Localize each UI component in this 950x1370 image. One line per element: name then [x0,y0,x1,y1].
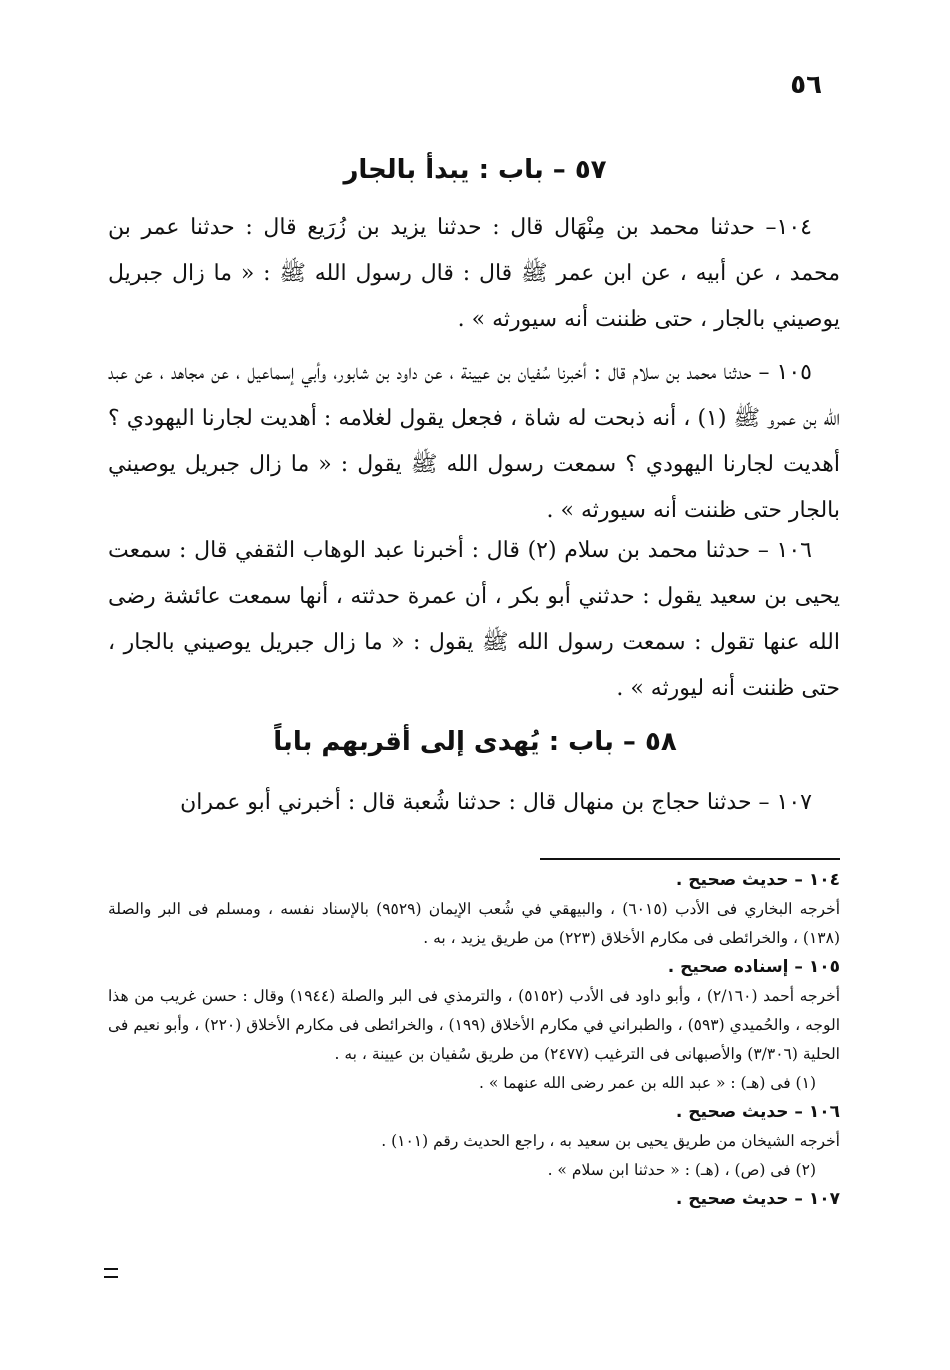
footnotes-section [108,866,840,1214]
page-edge-mark [104,1268,118,1278]
footnote-104-grade: ١٠٤ – حديث صحيح . [675,870,840,890]
chapter-heading-58: ٥٨ – باب : يُهدى إلى أقربهم باباً [273,727,677,757]
footnote-note-1: (١) فى (هـ) : « عبد الله بن عمر رضى الله عنهما » . [479,1074,816,1092]
footnote-note-2: (٢) فى (ص) ، (هـ) : « حدثنا ابن سلام » . [547,1161,816,1179]
chapter-heading-57: ٥٧ – باب : يبدأ بالجار [343,155,607,185]
footnote-105-grade: ١٠٥ – إسناده صحيح . [667,957,840,977]
hadith-104 [108,205,840,343]
footnote-divider [540,858,840,860]
hadith-107 [108,780,840,826]
footnote-106-grade: ١٠٦ – حديث صحيح . [675,1102,840,1122]
hadith-105 [108,350,840,534]
hadith-106 [108,528,840,712]
hadith-106-text: ١٠٦ – حدثنا محمد بن سلام (٢) قال : أخبرنا عبد الوهاب الثقفي قال : سمعت يحيى بن سعيد يقول : حدثني أبو بكر ، أن عمرة حدثته ، أنها سمعت عائشة رضى الله عنها تقول : سمعت رسول الله ﷺ يقول : « ما زال جبريل يوصيني بالجار ، حتى ظننت أنه ليورثه » . [108,538,840,701]
hadith-105-text: ١٠٥ – حدثنا محمد بن سلام قال : أخبرنا سُفيان بن عيينة ، عن داود بن شابور، وأبي إسماعيل ، عن مجاهد ، عن عبد الله بن عمرو ﷺ (١) ، أنه ذبحت له شاة ، فجعل يقول لغلامه : أهديت لجارنا اليهودي ؟ أهديت لجارنا اليهودي ؟ سمعت رسول الله ﷺ يقول : « ما زال جبريل يوصيني بالجار حتى ظننت أنه سيورثه » . [108,360,840,523]
footnote-106-text: أخرجه الشيخان من طريق يحيى بن سعيد به ، راجع الحديث رقم (١٠١) . [381,1132,840,1150]
page-number: ٥٦ [790,70,822,100]
footnote-104-text: أخرجه البخاري فى الأدب (٦٠١٥) ، والبيهقي في شُعب الإيمان (٩٥٢٩) بالإسناد نفسه ، ومسلم فى البر والصلة (١٣٨) ، والخرائطى فى مكارم الأخلاق (٢٢٣) من طريق يزيد ، به . [108,900,840,947]
footnote-105-text: أخرجه أحمد (٢/١٦٠) ، وأبو داود فى الأدب (٥١٥٢) ، والترمذي فى البر والصلة (١٩٤٤) وقال : حسن غريب من هذا الوجه ، والحُميدي (٥٩٣) ، والطبراني في مكارم الأخلاق (١٩٩) ، والخرائطى فى مكارم الأخلاق (٢٢٠) ، وأبو نعيم فى الحلية (٣/٣٠٦) والأصبهانى فى الترغيب (٢٤٧٧) من طريق سُفيان بن عيينة ، به . [108,987,841,1063]
hadith-104-text: ١٠٤– حدثنا محمد بن مِنْهَال قال : حدثنا يزيد بن زُرَيع قال : حدثنا عمر بن محمد ، عن أبيه ، عن ابن عمر ﷺ قال : قال رسول الله ﷺ : « ما زال جبريل يوصيني بالجار ، حتى ظننت أنه سيورثه » . [108,215,840,332]
hadith-107-text: ١٠٧ – حدثنا حجاج بن منهال قال : حدثنا شُعبة قال : أخبرني أبو عمران [180,790,812,815]
footnote-107-grade: ١٠٧ – حديث صحيح . [675,1189,840,1209]
